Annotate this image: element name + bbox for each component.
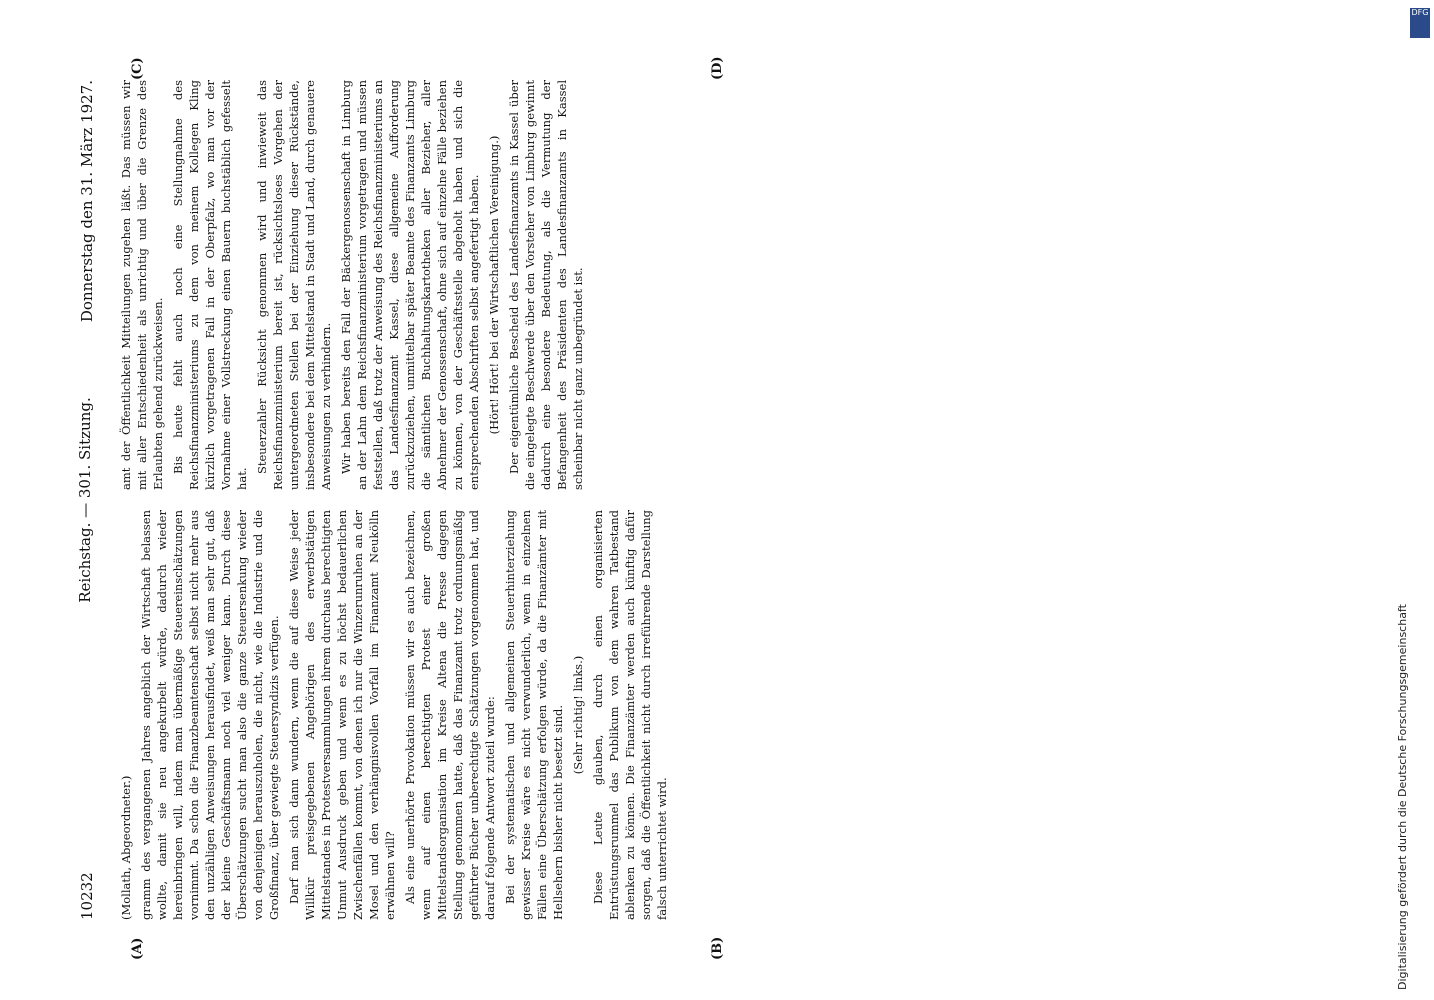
paragraph: Steuerzahler Rücksicht genommen wird und inwieweit das Reichsfinanzministerium bereit ist, rücksichtsloses Vorgehen der untergeordneten Stellen bei der Einziehung dieser Rückstände, insbesondere bei dem Mittelstand in Stadt und Land, durch genauere Anweisungen zu verhindern. <box>255 80 333 490</box>
paragraph: Der eigentümliche Bescheid des Landesfinanzamts in Kassel über die eingelegte Beschwerde über den Vorsteher von Limburg gewinnt dadurch eine besondere Bedeutung, als die Vermutung der Befangenheit des Präsidenten des Landesfinanzamts in Kassel scheinbar nicht ganz unbegründet ist. <box>507 80 585 490</box>
margin-marker-c: (C) <box>130 57 145 80</box>
page-header <box>70 80 110 920</box>
session-title: Reichstag. — 301. Sitzung. <box>76 397 94 603</box>
paragraph: Diese Leute glauben, durch einen organisierten Entrüstungsrummel das Publikum von dem wahren Tatbestand ablenken zu können. Die Finanzämter werden auch künftig dafür sorgen, daß die Öffentlichkeit nicht durch irreführende Darstellung falsch unterrichtet wird. <box>591 510 669 920</box>
digitization-credit: Digitalisierung gefördert durch die Deutsche Forschungsgemeinschaft <box>1396 604 1409 990</box>
margin-marker-d: (D) <box>710 56 725 80</box>
left-column <box>118 510 674 920</box>
interjection: (Sehr richtig! links.) <box>571 655 585 775</box>
paragraph: amt der Öffentlichkeit Mitteilungen zugehen läßt. Das müssen wir mit aller Entschiedenheit als unrichtig und über die Grenze des Erlaubten gehend zurückweisen. <box>119 80 165 490</box>
quoted-paragraph: Bei der systematischen und allgemeinen Steuerhinterziehung gewisser Kreise wäre es nicht verwunderlich, wenn in einzelnen Fällen eine Überschätzung erfolgen würde, da die Finanzämter mit Hellsehern bisher nicht besetzt sind. <box>503 510 565 920</box>
paragraph: Wir haben bereits den Fall der Bäckergenossenschaft in Limburg an der Lahn dem Reichsfinanzministerium vorgetragen und müssen feststellen, daß trotz der Anweisung des Reichsfinanzministeriums an das Landesfinanzamt Kassel, diese allgemeine Aufforderung zurückzuziehen, unmittelbar später Beamte des Finanzamts Limburg die sämtlichen Buchhaltungskartotheken aller Bezieher, aller Abnehmer der Genossenschaft, ohne sich auf einzelne Fälle beziehen zu können, von der Geschäftsstelle abgeholt haben und sich die entsprechenden Abschriften selbst angefertigt haben. <box>339 80 481 490</box>
dfg-logo: DFG <box>1410 8 1430 38</box>
paragraph: Bis heute fehlt auch noch eine Stellungnahme des Reichsfinanzministeriums zu dem von meinem Kollegen Kling kürzlich vorgetragenen Fall in der Oberpfalz, wo man vor der Vornahme einer Vollstreckung einen Bauern buchstäblich gefesselt hat. <box>171 80 249 490</box>
page-number: 10232 <box>78 872 96 920</box>
speaker-label: (Mollath, Abgeordneter.) <box>119 775 133 920</box>
right-column <box>118 80 590 490</box>
paragraph: Darf man sich dann wundern, wenn die auf diese Weise jeder Willkür preisgegebenen Angehörigen des erwerbstätigen Mittelstandes in Protestversammlungen ihrem durchaus berechtigten Unmut Ausdruck geben und wenn es zu höchst bedauerlichen Zwischenfällen kommt, von denen ich nur die Winzerunruhen an der Mosel und den verhängnisvollen Vorfall im Finanzamt Neukölln erwähnen will? <box>287 510 397 920</box>
paragraph: gramm des vergangenen Jahres angeblich der Wirtschaft belassen wollte, damit sie neu angekurbelt würde, dadurch wieder hereinbringen will, indem man übermäßige Steuereinschätzungen vornimmt. Da schon die Finanzbeamtenschaft selbst nicht mehr aus den unzähligen Anweisungen herausfindet, weiß man sehr gut, daß der kleine Geschäftsmann noch viel weniger kann. Durch diese Überschätzungen sucht man also die ganze Steuersenkung wieder von denjenigen herauszuholen, die nicht, wie die Industrie und die Großfinanz, über gewiegte Steuersyndizis verfügen. <box>139 510 281 920</box>
paragraph: Als eine unerhörte Provokation müssen wir es auch bezeichnen, wenn auf einen berechtigten Protest einer großen Mittelstandsorganisation im Kreise Altena die Presse dagegen Stellung genommen hatte, daß das Finanzamt trotz ordnungsmäßig geführter Bücher unberechtigte Schätzungen vorgenommen hat, und darauf folgende Antwort zuteil wurde: <box>403 510 497 920</box>
interjection: (Hört! Hört! bei der Wirtschaftlichen Vereinigung.) <box>487 135 501 435</box>
margin-marker-b: (B) <box>710 936 725 960</box>
session-date: Donnerstag den 31. März 1927. <box>78 80 96 323</box>
rotated-document-page <box>70 56 1410 960</box>
margin-marker-a: (A) <box>130 937 145 960</box>
